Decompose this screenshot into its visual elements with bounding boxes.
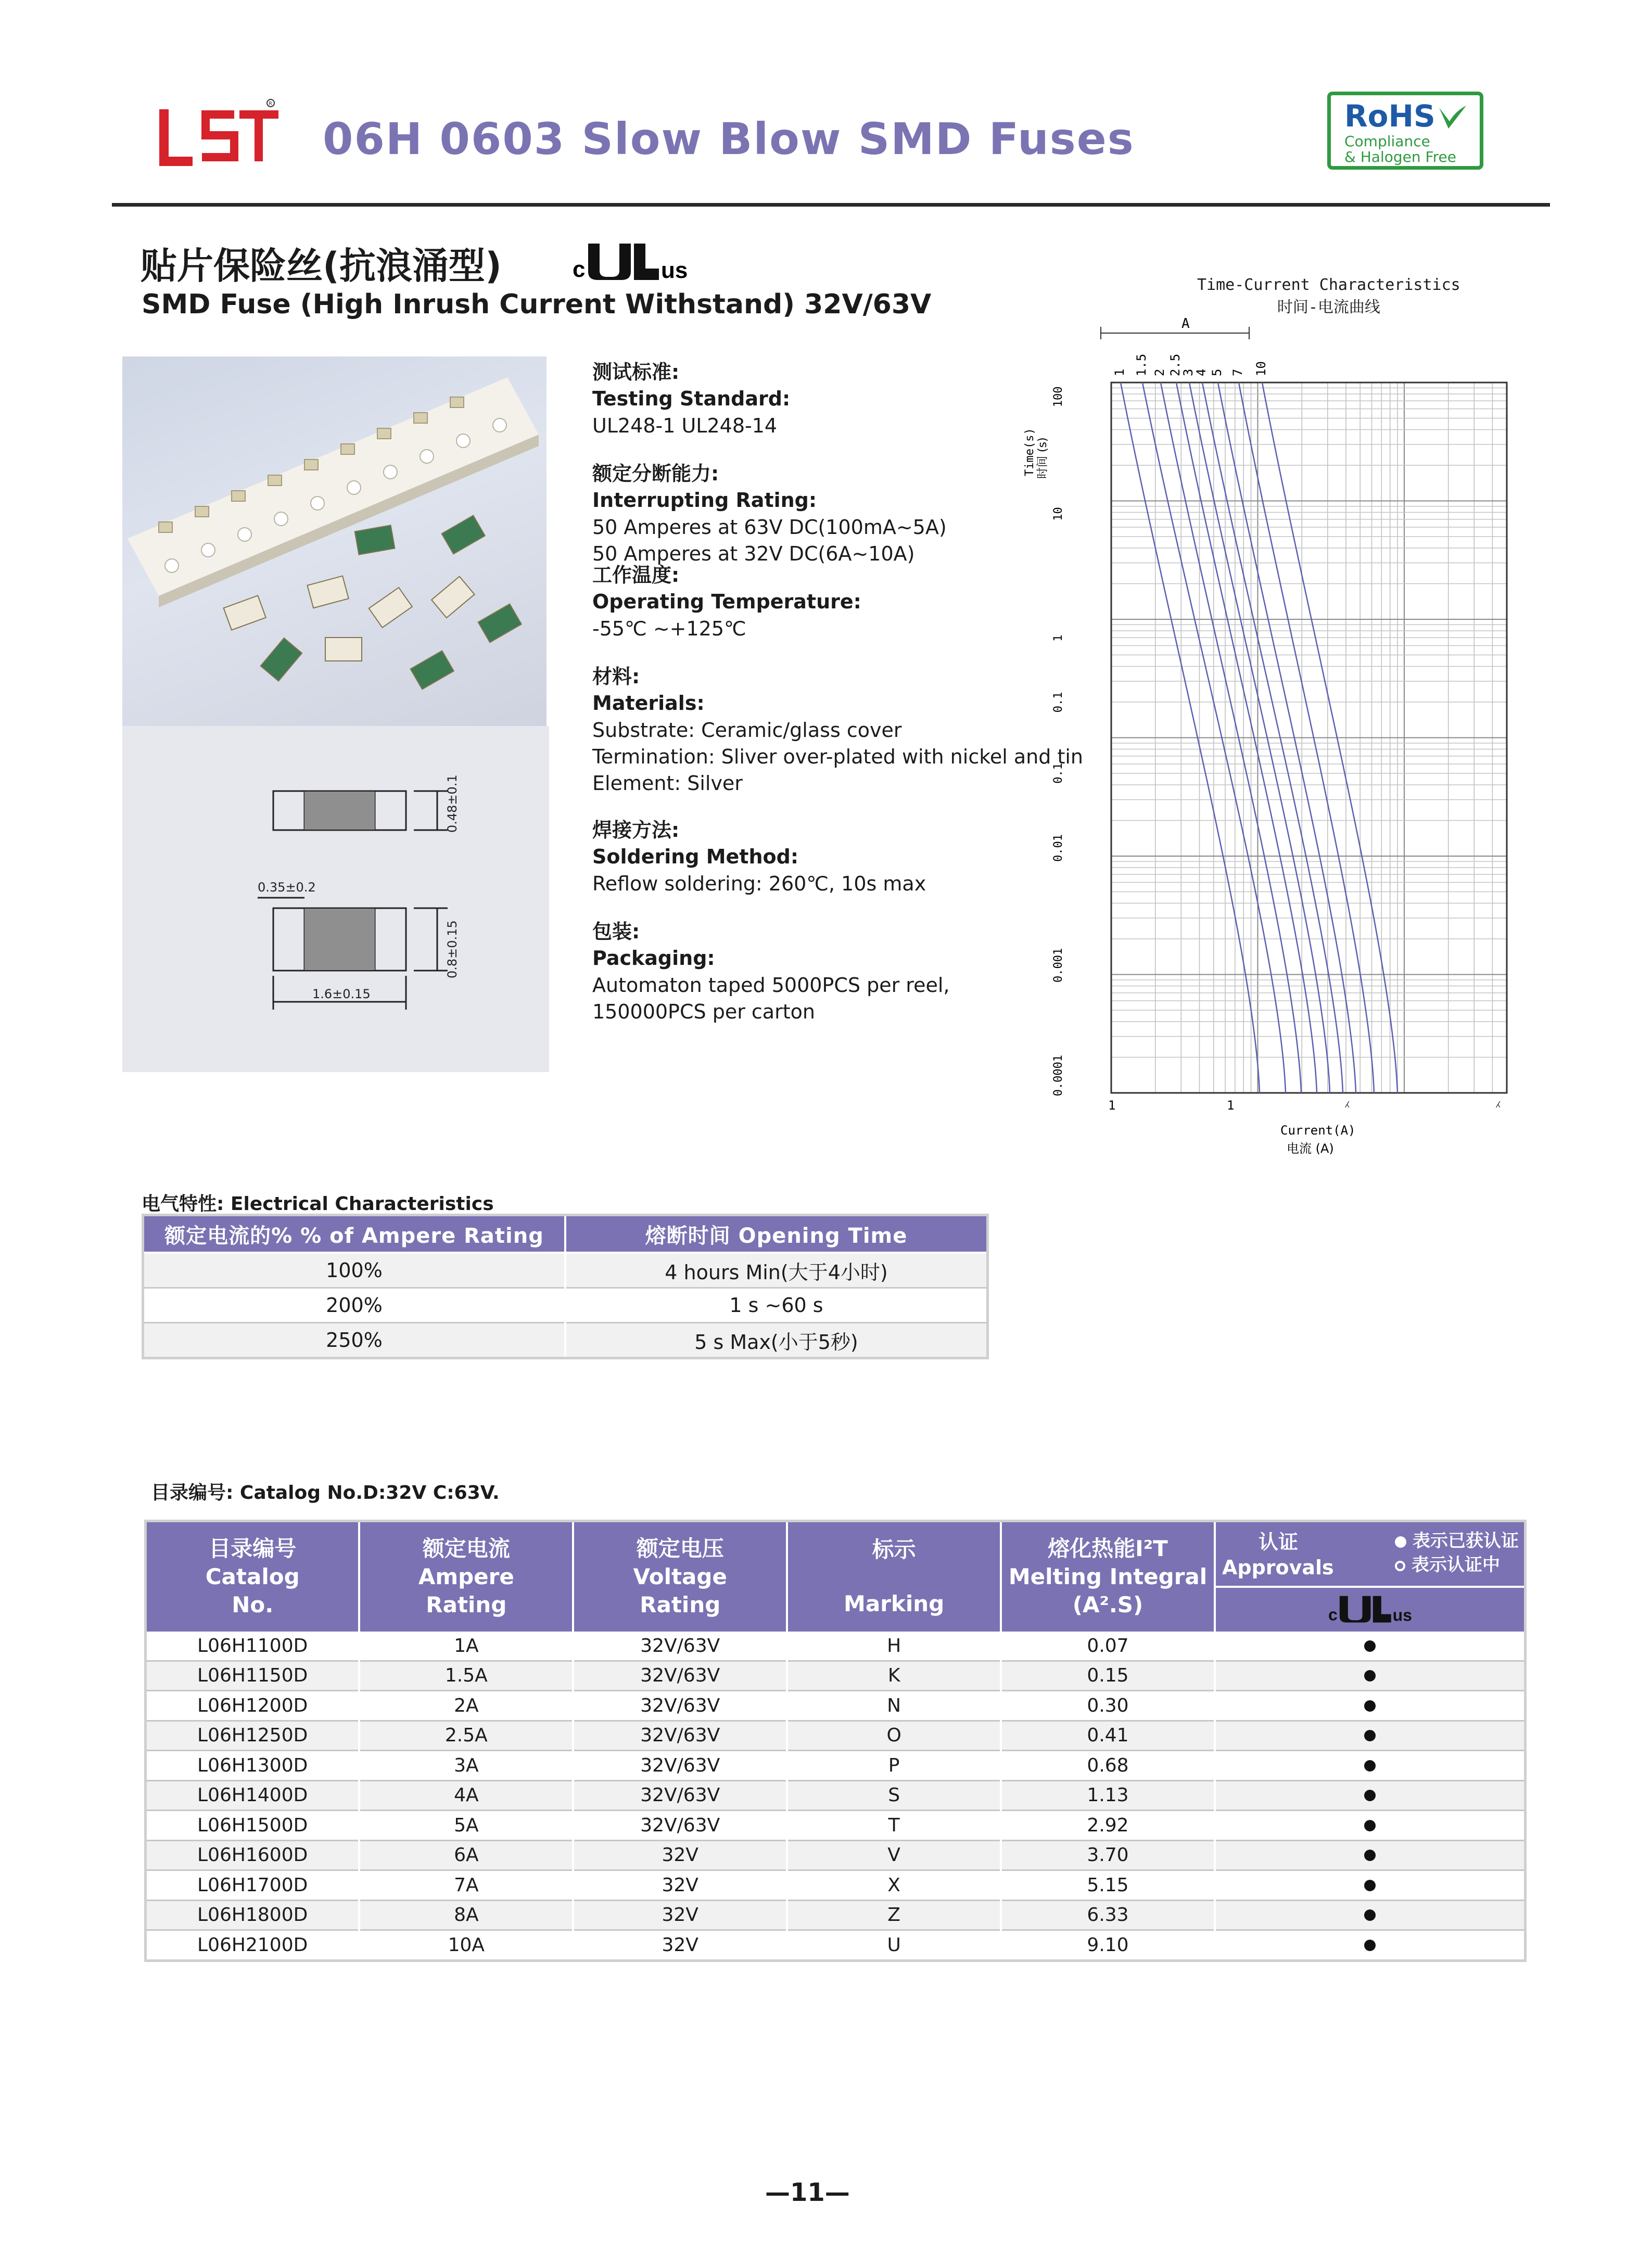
chart-title	[1197, 276, 1460, 317]
spec-pack-cn: 包装:	[592, 920, 640, 943]
cat-melt-cell: 9.10	[1001, 1930, 1215, 1961]
spec-interrupt-value-1: 50 Amperes at 63V DC(100mA~5A)	[592, 515, 947, 539]
cat-amp-cell: 10A	[359, 1930, 573, 1961]
product-title-cn: 贴片保险丝(抗浪涌型)	[141, 245, 502, 287]
chart-series-labels	[1112, 354, 1268, 376]
chart-title-cn: 时间-电流曲线	[1277, 298, 1380, 316]
cat-amp-cell: 4A	[359, 1780, 573, 1811]
product-title-en: SMD Fuse (High Inrush Current Withstand) 32V/63V	[142, 289, 932, 320]
certified-dot-icon	[1364, 1730, 1376, 1741]
certified-dot-icon	[1364, 1850, 1376, 1861]
dim-width: 0.8±0.15	[445, 920, 460, 978]
y-axis-label-en: Time(s)	[1023, 428, 1036, 476]
spec-interrupt-value-2: 50 Amperes at 32V DC(6A~10A)	[592, 542, 915, 565]
ec-rating-cell: 100%	[143, 1253, 566, 1288]
cat-header-amp: 额定电流 Ampere Rating	[359, 1521, 573, 1632]
cat-marking-cell: T	[787, 1811, 1001, 1841]
series-label: 1	[1112, 368, 1127, 376]
x-axis-arrow-mark: ⁁	[1345, 1092, 1349, 1108]
catalog-row	[146, 1661, 1526, 1691]
header-divider	[112, 203, 1550, 207]
cat-approval-cell	[1215, 1811, 1526, 1841]
y-tick-label: 100	[1052, 386, 1065, 407]
catalog-row	[146, 1721, 1526, 1751]
cat-approval-cell	[1215, 1780, 1526, 1811]
rohs-label: RoHS	[1344, 98, 1435, 134]
ec-time-cell: 1 s ~60 s	[565, 1288, 988, 1323]
ul-c: c	[573, 257, 586, 282]
cat-volt-cell: 32V/63V	[573, 1632, 787, 1661]
catalog-row	[146, 1870, 1526, 1901]
svg-text:us: us	[1392, 1606, 1412, 1625]
dim-thickness: 0.48±0.1	[445, 774, 460, 833]
spec-soldering	[592, 817, 926, 897]
chart-title-en: Time-Current Characteristics	[1197, 276, 1460, 294]
x-tick-label: 1	[1227, 1098, 1235, 1113]
catalog-row	[146, 1780, 1526, 1811]
cat-volt-cell: 32V/63V	[573, 1721, 787, 1751]
cat-approval-cell	[1215, 1930, 1526, 1961]
spec-pack-value-2: 150000PCS per carton	[592, 1000, 815, 1023]
svg-text:R: R	[269, 101, 272, 107]
ec-rating-cell: 250%	[143, 1323, 566, 1358]
cat-volt-cell: 32V/63V	[573, 1691, 787, 1721]
document-title: 06H 0603 Slow Blow SMD Fuses	[323, 113, 1135, 164]
ec-header-rating: 额定电流的% % of Ampere Rating	[143, 1215, 566, 1253]
lst-logo	[156, 99, 281, 177]
y-tick-label: 0.1	[1052, 692, 1065, 713]
cat-volt-cell: 32V/63V	[573, 1780, 787, 1811]
cat-no-cell: L06H2100D	[146, 1930, 360, 1961]
spec-testing	[592, 359, 790, 439]
y-tick-label: 0.0001	[1052, 1054, 1065, 1097]
catalog-label: 目录编号: Catalog No.D:32V C:63V.	[151, 1482, 500, 1504]
series-label: 2.5	[1168, 353, 1183, 376]
y-tick-label: 0.01	[1052, 834, 1065, 862]
spec-materials	[592, 664, 1083, 797]
catalog-row	[146, 1930, 1526, 1961]
chart-x-tick-labels	[1108, 1098, 1234, 1113]
spec-solder-en: Soldering Method:	[592, 845, 799, 869]
cat-melt-cell: 6.33	[1001, 1900, 1215, 1930]
cat-no-cell: L06H1250D	[146, 1721, 360, 1751]
cat-amp-cell: 5A	[359, 1811, 573, 1841]
cat-header-volt: 额定电压 Voltage Rating	[573, 1521, 787, 1632]
chart-y-tick-labels	[1052, 387, 1065, 1097]
cat-approval-cell	[1215, 1840, 1526, 1870]
cat-no-cell: L06H1600D	[146, 1840, 360, 1870]
spec-mat-cn: 材料:	[592, 665, 640, 688]
electrical-table	[142, 1214, 989, 1359]
series-label: 3	[1181, 368, 1196, 376]
ul-listing-icon	[573, 239, 687, 281]
x-axis-arrow-mark-2: ⁁	[1496, 1092, 1500, 1108]
series-label: 10	[1254, 361, 1268, 376]
cat-approval-cell	[1215, 1900, 1526, 1930]
y-tick-label: 0.1	[1052, 763, 1065, 784]
cat-marking-cell: H	[787, 1632, 1001, 1661]
cat-no-cell: L06H1700D	[146, 1870, 360, 1901]
spec-interrupt-en: Interrupting Rating:	[592, 489, 817, 512]
spec-testing-value: UL248-1 UL248-14	[592, 414, 778, 437]
spec-pack-value-1: Automaton taped 5000PCS per reel,	[592, 973, 950, 997]
certified-dot-icon	[1395, 1536, 1406, 1548]
cat-amp-cell: 1.5A	[359, 1661, 573, 1691]
cat-amp-cell: 7A	[359, 1870, 573, 1901]
cat-melt-cell: 5.15	[1001, 1870, 1215, 1901]
certified-dot-icon	[1364, 1700, 1376, 1712]
cat-no-cell: L06H1500D	[146, 1811, 360, 1841]
time-current-chart	[1023, 312, 1541, 1171]
spec-temp-value: -55℃ ~+125℃	[592, 617, 746, 640]
x-axis-label-cn: 电流 (A)	[1287, 1141, 1334, 1156]
cat-marking-cell: Z	[787, 1900, 1001, 1930]
fuse-product-photo	[122, 356, 547, 726]
spec-solder-cn: 焊接方法:	[592, 819, 680, 842]
cat-header-no: 目录编号 Catalog No.	[146, 1521, 360, 1632]
certified-dot-icon	[1364, 1640, 1376, 1652]
cat-melt-cell: 0.30	[1001, 1691, 1215, 1721]
certified-dot-icon	[1364, 1790, 1376, 1801]
catalog-row	[146, 1691, 1526, 1721]
cat-volt-cell: 32V	[573, 1900, 787, 1930]
cat-volt-cell: 32V/63V	[573, 1751, 787, 1781]
cat-melt-cell: 0.68	[1001, 1751, 1215, 1781]
cat-melt-cell: 0.07	[1001, 1632, 1215, 1661]
cat-marking-cell: V	[787, 1840, 1001, 1870]
dim-terminal: 0.35±0.2	[258, 880, 316, 895]
spec-solder-value: Reflow soldering: 260℃, 10s max	[592, 872, 926, 895]
chart-grid	[1111, 383, 1507, 1093]
cat-no-cell: L06H1400D	[146, 1780, 360, 1811]
series-label: 5	[1210, 368, 1224, 376]
ec-time-cell: 4 hours Min(大于4小时)	[565, 1253, 988, 1288]
cat-marking-cell: O	[787, 1721, 1001, 1751]
ul-listing-icon-table	[1328, 1593, 1412, 1624]
y-axis-label-cn: 时间 (s)	[1036, 437, 1049, 479]
cat-no-cell: L06H1100D	[146, 1632, 360, 1661]
cat-marking-cell: N	[787, 1691, 1001, 1721]
certified-dot-icon	[1364, 1670, 1376, 1681]
cat-melt-cell: 0.41	[1001, 1721, 1215, 1751]
svg-text:c: c	[1328, 1604, 1338, 1624]
dim-length: 1.6±0.15	[312, 987, 371, 1001]
cat-approval-cell	[1215, 1691, 1526, 1721]
cat-volt-cell: 32V	[573, 1840, 787, 1870]
catalog-row	[146, 1632, 1526, 1661]
cat-approval-cell	[1215, 1721, 1526, 1751]
spec-pack-en: Packaging:	[592, 947, 715, 970]
cat-approval-cell	[1215, 1661, 1526, 1691]
cat-approval-cell	[1215, 1870, 1526, 1901]
cat-amp-cell: 1A	[359, 1632, 573, 1661]
cat-no-cell: L06H1300D	[146, 1751, 360, 1781]
fuse-dimension-drawing	[122, 726, 549, 1072]
spec-temperature	[592, 562, 861, 642]
spec-mat-value-1: Substrate: Ceramic/glass cover	[592, 718, 902, 742]
rohs-compliance: Compliance	[1344, 133, 1430, 150]
cat-marking-cell: X	[787, 1870, 1001, 1901]
catalog-row	[146, 1811, 1526, 1841]
spec-mat-value-2: Termination: Sliver over-plated with nickel and tin	[592, 745, 1083, 768]
bracket-label: A	[1181, 316, 1190, 332]
spec-interrupt-cn: 额定分断能力:	[592, 462, 719, 485]
series-label: 7	[1230, 368, 1245, 376]
ec-row	[143, 1323, 988, 1358]
cat-header-melting: 熔化热能I²T Melting Integral (A².S)	[1001, 1521, 1215, 1632]
pending-ring-icon	[1395, 1561, 1405, 1571]
catalog-row	[146, 1751, 1526, 1781]
spec-packaging	[592, 919, 949, 1025]
y-tick-label: 0.001	[1052, 948, 1065, 983]
cat-amp-cell: 8A	[359, 1900, 573, 1930]
cat-approval-cell	[1215, 1751, 1526, 1781]
x-axis-label-en: Current(A)	[1280, 1123, 1356, 1138]
cat-melt-cell: 1.13	[1001, 1780, 1215, 1811]
y-tick-label: 10	[1052, 507, 1065, 521]
series-label: 1.5	[1134, 353, 1149, 376]
spec-interrupting	[592, 461, 947, 567]
cat-melt-cell: 0.15	[1001, 1661, 1215, 1691]
cat-melt-cell: 2.92	[1001, 1811, 1215, 1841]
cat-no-cell: L06H1150D	[146, 1661, 360, 1691]
spec-mat-en: Materials:	[592, 692, 705, 715]
cat-amp-cell: 2A	[359, 1691, 573, 1721]
cat-no-cell: L06H1200D	[146, 1691, 360, 1721]
cat-header-marking: 标示 Marking	[787, 1521, 1001, 1632]
cat-approval-cell	[1215, 1632, 1526, 1661]
ec-time-cell: 5 s Max(小于5秒)	[565, 1323, 988, 1358]
ec-row	[143, 1253, 988, 1288]
certified-dot-icon	[1364, 1820, 1376, 1831]
certified-dot-icon	[1364, 1880, 1376, 1891]
catalog-table	[144, 1520, 1527, 1962]
spec-temp-en: Operating Temperature:	[592, 590, 861, 614]
cat-amp-cell: 3A	[359, 1751, 573, 1781]
x-tick-label: 1	[1108, 1098, 1116, 1113]
cat-header-approvals: 认证 Approvals 表示已获认证 表示认证中 c us	[1215, 1521, 1526, 1632]
cat-marking-cell: P	[787, 1751, 1001, 1781]
cat-marking-cell: K	[787, 1661, 1001, 1691]
certified-dot-icon	[1364, 1909, 1376, 1921]
cat-marking-cell: S	[787, 1780, 1001, 1811]
rohs-badge	[1327, 92, 1483, 170]
series-label: 2	[1152, 368, 1167, 376]
spec-testing-en: Testing Standard:	[592, 387, 791, 411]
catalog-row	[146, 1900, 1526, 1930]
spec-mat-value-3: Element: Silver	[592, 772, 743, 795]
cat-amp-cell: 6A	[359, 1840, 573, 1870]
ec-header-opening-time: 熔断时间 Opening Time	[565, 1215, 988, 1253]
spec-temp-cn: 工作温度:	[592, 564, 680, 587]
ul-us: us	[661, 258, 688, 283]
electrical-label: 电气特性: Electrical Characteristics	[142, 1193, 494, 1215]
cat-volt-cell: 32V	[573, 1870, 787, 1901]
ec-rating-cell: 200%	[143, 1288, 566, 1323]
rohs-halogen: & Halogen Free	[1344, 148, 1456, 165]
cat-no-cell: L06H1800D	[146, 1900, 360, 1930]
cat-amp-cell: 2.5A	[359, 1721, 573, 1751]
cat-marking-cell: U	[787, 1930, 1001, 1961]
spec-testing-cn: 测试标准:	[592, 361, 680, 384]
cat-volt-cell: 32V	[573, 1930, 787, 1961]
certified-dot-icon	[1364, 1940, 1376, 1951]
leaf-icon	[1437, 104, 1468, 133]
cat-volt-cell: 32V/63V	[573, 1661, 787, 1691]
page-number: —11—	[765, 2178, 850, 2207]
series-label: 4	[1194, 368, 1209, 376]
cat-volt-cell: 32V/63V	[573, 1811, 787, 1841]
certified-dot-icon	[1364, 1760, 1376, 1772]
cat-melt-cell: 3.70	[1001, 1840, 1215, 1870]
catalog-row	[146, 1840, 1526, 1870]
ec-row	[143, 1288, 988, 1323]
y-tick-label: 1	[1052, 634, 1065, 642]
